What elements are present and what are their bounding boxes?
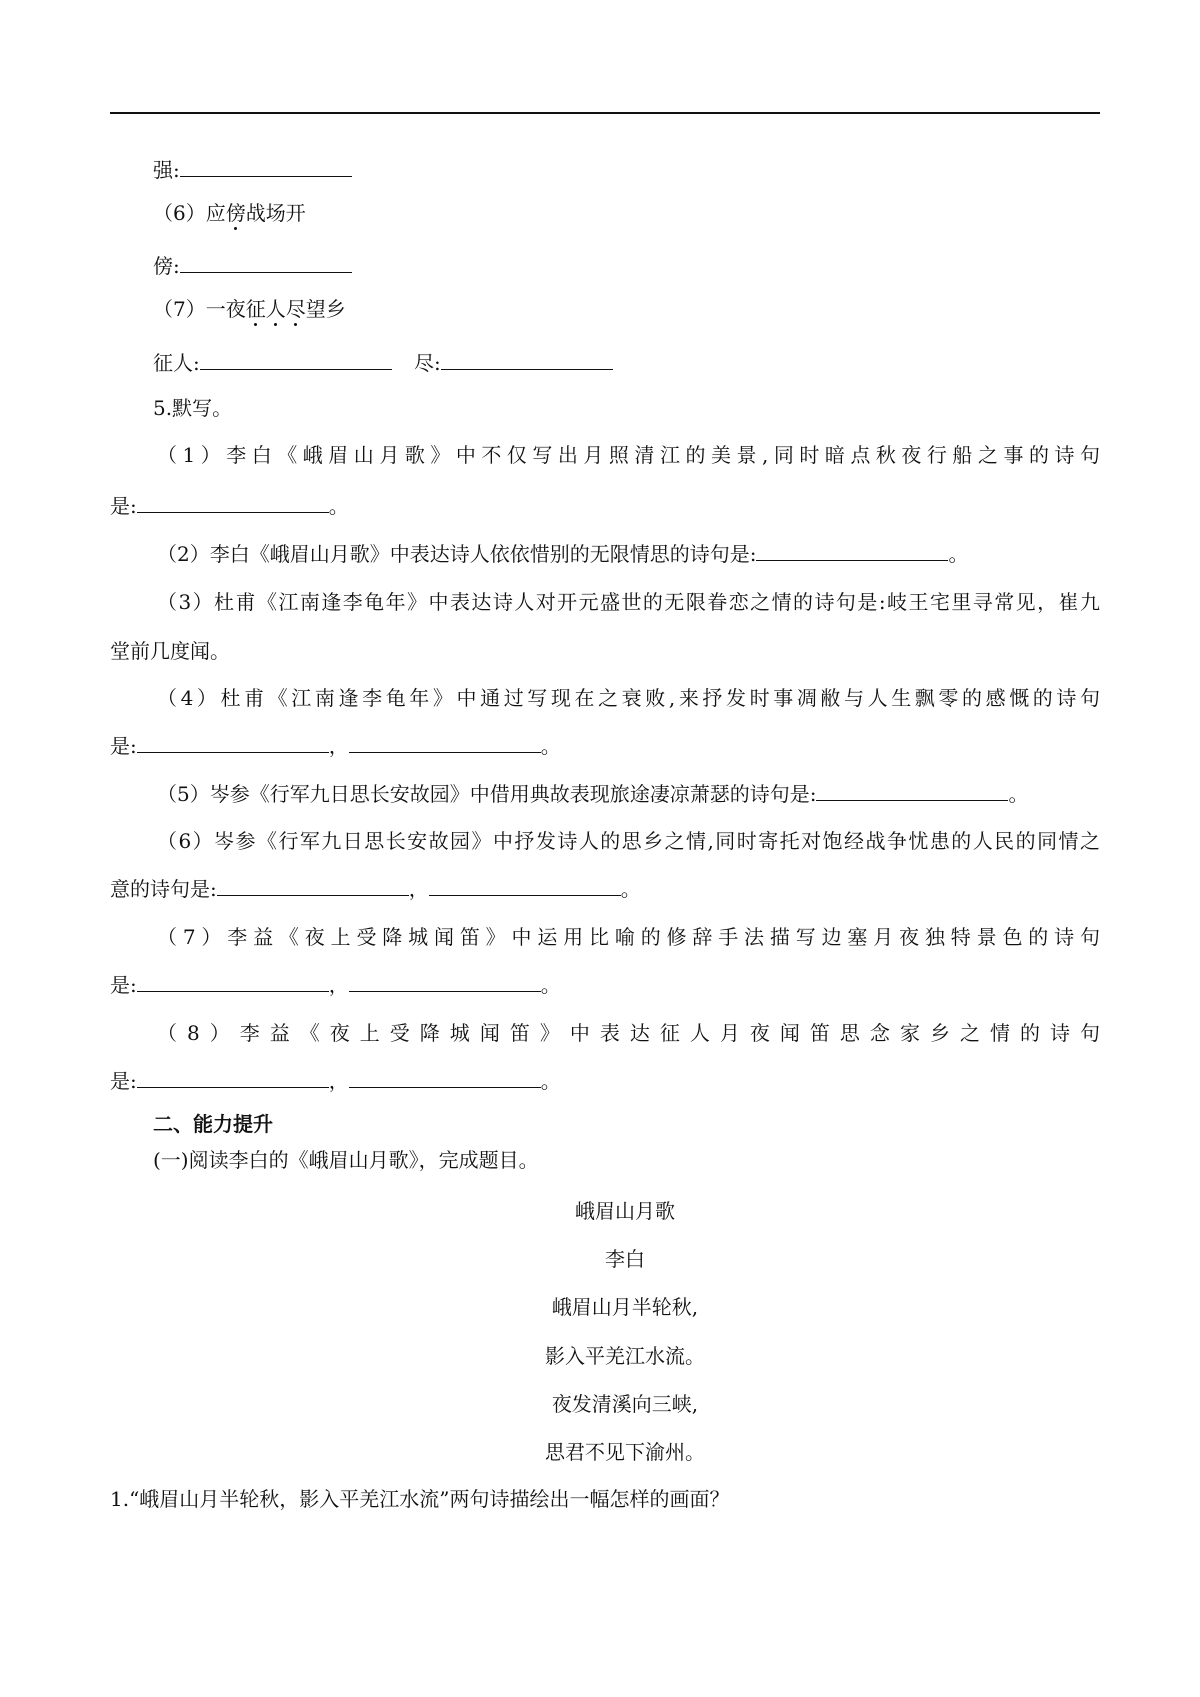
qiang-item — [153, 156, 352, 184]
q6-period: 。 — [620, 877, 641, 901]
q2-blank[interactable] — [756, 540, 948, 561]
jin-item — [414, 349, 613, 377]
q8-line2 — [110, 1067, 561, 1095]
reading-intro: (一)阅读李白的《峨眉山月歌》，完成题目。 — [153, 1148, 539, 1172]
q7-phrase — [153, 295, 346, 323]
q1-line2 — [110, 492, 349, 520]
q3-line2: 堂前几度闻。 — [110, 639, 230, 663]
q7-suffix: 望乡 — [305, 297, 346, 321]
poem-author: 李白 — [605, 1247, 645, 1271]
q7-line1: （7）李益《夜上受降城闻笛》中运用比喻的修辞手法描写边塞月夜独特景色的诗句 — [157, 925, 1100, 949]
zhengren-item — [153, 349, 392, 377]
poem-line-3: 夜发清溪向三峡, — [551, 1392, 699, 1416]
q5-blank[interactable] — [816, 780, 1008, 801]
q7-prefix: 是: — [110, 973, 137, 997]
q1-period: 。 — [328, 494, 349, 518]
q7-prefix: （7）一夜 — [153, 297, 246, 321]
q5-text: （5）岑参《行军九日思长安故园》中借用典故表现旅途凄凉萧瑟的诗句是: — [157, 782, 817, 806]
q3-line1: （3）杜甫《江南逢李龟年》中表达诗人对开元盛世的无限眷恋之情的诗句是:岐王宅里寻常见，崔九 — [157, 590, 1100, 614]
q6-phrase — [153, 199, 306, 227]
q4-line2 — [110, 732, 561, 760]
zhengren-label: 征人: — [153, 351, 200, 375]
q2-text: （2）李白《峨眉山月歌》中表达诗人依依惜别的无限情思的诗句是: — [157, 542, 757, 566]
qiang-blank[interactable] — [180, 156, 352, 177]
header-rule — [110, 112, 1100, 114]
q4-period: 。 — [540, 734, 561, 758]
q7-dotted-char-3: 尽 — [285, 297, 306, 321]
q5-line — [157, 780, 1028, 808]
q8-blank-1[interactable] — [137, 1067, 329, 1088]
q7-comma: ， — [328, 973, 349, 997]
poem-line-2: 影入平羌江水流。 — [545, 1344, 705, 1368]
jin-blank[interactable] — [441, 349, 613, 370]
poem-line-1: 峨眉山月半轮秋, — [551, 1295, 699, 1319]
bang-blank[interactable] — [180, 252, 352, 273]
q2-period: 。 — [948, 542, 969, 566]
q4-blank-1[interactable] — [137, 732, 329, 753]
q8-period: 。 — [540, 1069, 561, 1093]
q2-line — [157, 540, 968, 568]
q8-line1: （8）李益《夜上受降城闻笛》中表达征人月夜闻笛思念家乡之情的诗句 — [157, 1021, 1100, 1045]
q6-dotted-char: 傍 — [225, 201, 246, 225]
zhengren-blank[interactable] — [200, 349, 392, 370]
q4-prefix: 是: — [110, 734, 137, 758]
q7-period: 。 — [540, 973, 561, 997]
q4-comma: ， — [328, 734, 349, 758]
q8-prefix: 是: — [110, 1069, 137, 1093]
q8-comma: ， — [328, 1069, 349, 1093]
jin-label: 尽: — [414, 351, 441, 375]
bang-label: 傍: — [153, 254, 180, 278]
q7-dotted-char-2: 人 — [265, 297, 286, 321]
q6-prefix: 意的诗句是: — [110, 877, 217, 901]
q8-blank-2[interactable] — [349, 1067, 541, 1088]
section5-title: 5.默写。 — [153, 396, 233, 420]
question-1: 1.“峨眉山月半轮秋，影入平羌江水流”两句诗描绘出一幅怎样的画面？ — [110, 1487, 730, 1511]
q6-blank-1[interactable] — [217, 875, 409, 896]
section2-heading: 二、能力提升 — [153, 1112, 273, 1136]
q7-blank-2[interactable] — [349, 971, 541, 992]
q1-blank[interactable] — [137, 492, 329, 513]
q7-blank-1[interactable] — [137, 971, 329, 992]
q5-period: 。 — [1008, 782, 1029, 806]
q6-comma: ， — [408, 877, 429, 901]
q6-prefix: （6）应 — [153, 201, 226, 225]
q6-suffix: 战场开 — [245, 201, 306, 225]
q6-line2 — [110, 875, 641, 903]
qiang-label: 强: — [153, 158, 180, 182]
q6-line1: （6）岑参《行军九日思长安故园》中抒发诗人的思乡之情,同时寄托对饱经战争忧患的人民的同情之 — [157, 829, 1100, 853]
q4-line1: （4）杜甫《江南逢李龟年》中通过写现在之衰败,来抒发时事凋敝与人生飘零的感慨的诗句 — [157, 686, 1100, 710]
bang-item — [153, 252, 352, 280]
q1-line1: （1）李白《峨眉山月歌》中不仅写出月照清江的美景,同时暗点秋夜行船之事的诗句 — [157, 443, 1100, 467]
q1-prefix: 是: — [110, 494, 137, 518]
q6-blank-2[interactable] — [429, 875, 621, 896]
poem-title: 峨眉山月歌 — [575, 1199, 675, 1223]
q4-blank-2[interactable] — [349, 732, 541, 753]
q7-dotted-char-1: 征 — [245, 297, 266, 321]
poem-line-4: 思君不见下渝州。 — [545, 1440, 705, 1464]
q7-line2 — [110, 971, 561, 999]
